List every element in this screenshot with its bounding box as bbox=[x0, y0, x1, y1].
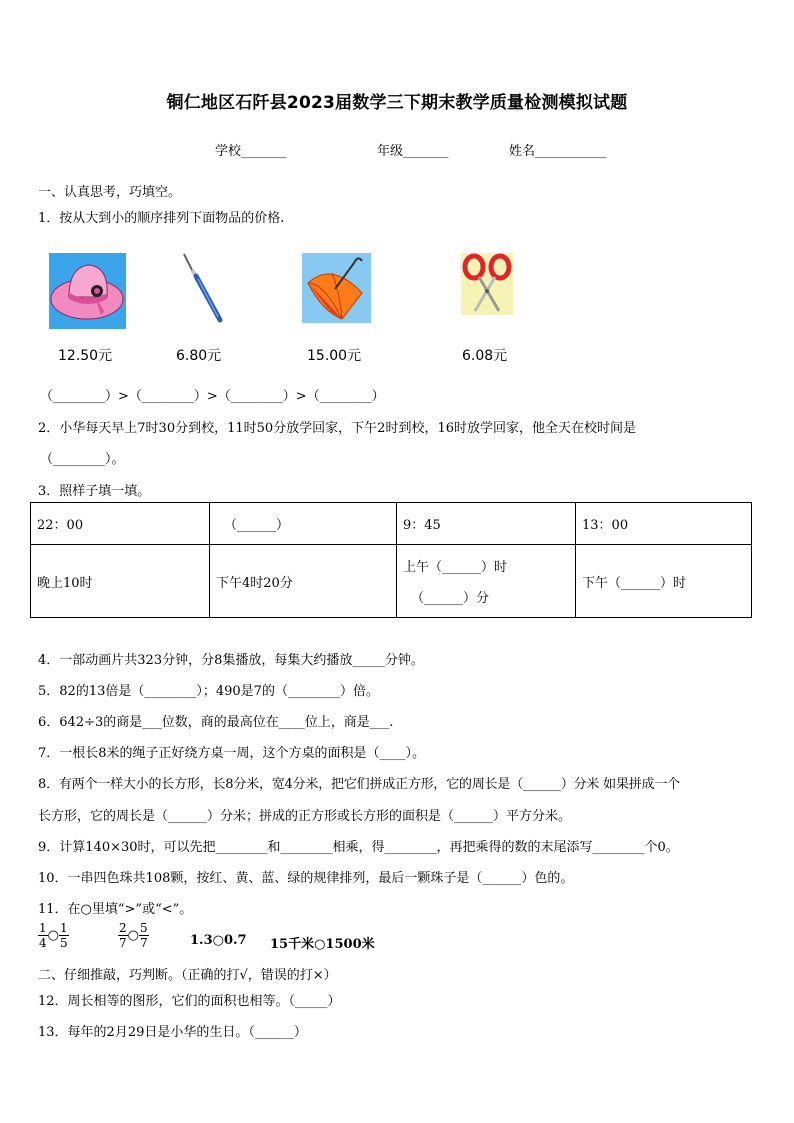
question-4: 4．一部动画片共323分钟，分8集播放，每集大约播放_____分钟。 bbox=[38, 653, 424, 668]
price-order-blanks: （________）>（________）>（________）>（________） bbox=[40, 389, 385, 404]
price-scissors: 6.08元 bbox=[462, 348, 508, 364]
decimal-compare: 1.3○0.7 bbox=[190, 933, 247, 948]
cell-line: （______）分 bbox=[411, 591, 490, 606]
price-brush: 6.80元 bbox=[176, 348, 222, 364]
question-3: 3．照样子填一填。 bbox=[38, 484, 151, 499]
brush-image bbox=[176, 252, 226, 324]
scissors-image bbox=[461, 253, 513, 315]
name-field: 姓名___________ bbox=[509, 144, 607, 159]
price-hat: 12.50元 bbox=[58, 348, 113, 364]
table-cell: 9：45 bbox=[397, 503, 576, 545]
grade-field: 年级_______ bbox=[377, 144, 449, 159]
fraction: $\frac{1}{5}$ bbox=[59, 921, 68, 950]
question-8-line-1: 8．有两个一样大小的长方形，长8分米，宽4分米，把它们拼成正方形，它的周长是（______）分米 如果拼成一个 bbox=[38, 777, 680, 792]
question-2-line-1: 2．小华每天早上7时30分到校，11时50分放学回家，下午2时到校，16时放学回家，他全天在校时间是 bbox=[38, 421, 636, 436]
compare-circle: ○ bbox=[127, 928, 139, 943]
question-6: 6．642÷3的商是___位数，商的最高位在____位上，商是___. bbox=[38, 715, 394, 730]
table-row bbox=[31, 545, 752, 618]
fraction: $\frac{5}{7}$ bbox=[139, 921, 148, 950]
table-cell: 下午4时20分 bbox=[210, 545, 397, 618]
cell-line: 上午（______）时 bbox=[403, 560, 508, 575]
section-2-heading: 二、仔细推敲，巧判断。（正确的打√，错误的打×） bbox=[38, 968, 337, 983]
school-field: 学校_______ bbox=[215, 144, 287, 159]
length-compare: 15千米○1500米 bbox=[270, 937, 375, 952]
question-11: 11．在○里填“>”或“<”。 bbox=[38, 902, 193, 917]
table-cell: 下午（______）时 bbox=[576, 545, 752, 618]
question-9: 9．计算140×30时，可以先把________和________相乘，得________，再把乘得的数的末尾添写________个0。 bbox=[38, 840, 679, 855]
time-table bbox=[30, 502, 752, 618]
question-2-line-2: （________）。 bbox=[40, 452, 125, 467]
page-title: 铜仁地区石阡县2023届数学三下期末教学质量检测模拟试题 bbox=[166, 93, 628, 113]
table-cell: 晚上10时 bbox=[31, 545, 210, 618]
table-cell bbox=[397, 545, 576, 618]
question-7: 7．一根长8米的绳子正好绕方桌一周，这个方桌的面积是（____）。 bbox=[38, 746, 426, 761]
table-cell: 13：00 bbox=[576, 503, 752, 545]
question-1: 1．按从大到小的顺序排列下面物品的价格. bbox=[38, 211, 285, 226]
umbrella-image bbox=[302, 253, 371, 323]
question-10: 10．一串四色珠共108颗，按红、黄、蓝、绿的规律排列，最后一颗珠子是（______）色的。 bbox=[38, 871, 574, 886]
section-1-heading: 一、认真思考，巧填空。 bbox=[38, 185, 182, 200]
question-12: 12．周长相等的图形，它们的面积也相等。（_____） bbox=[38, 994, 341, 1009]
price-umbrella: 15.00元 bbox=[307, 348, 362, 364]
hat-image bbox=[49, 253, 126, 329]
fraction-compare-1 bbox=[38, 921, 69, 950]
table-cell: （______） bbox=[210, 503, 397, 545]
fraction: $\frac{2}{7}$ bbox=[119, 921, 127, 950]
fraction-compare-2 bbox=[118, 921, 149, 950]
question-8-line-2: 长方形，它的周长是（______）分米；拼成的正方形或长方形的面积是（______）平方分米。 bbox=[38, 809, 572, 824]
question-5: 5．82的13倍是（________）；490是7的（________）倍。 bbox=[38, 684, 379, 699]
fraction: $\frac{1}{4}$ bbox=[39, 921, 47, 950]
compare-circle: ○ bbox=[47, 928, 59, 943]
table-row bbox=[31, 503, 752, 545]
table-cell: 22：00 bbox=[31, 503, 210, 545]
question-13: 13．每年的2月29日是小华的生日。（______） bbox=[38, 1025, 307, 1040]
